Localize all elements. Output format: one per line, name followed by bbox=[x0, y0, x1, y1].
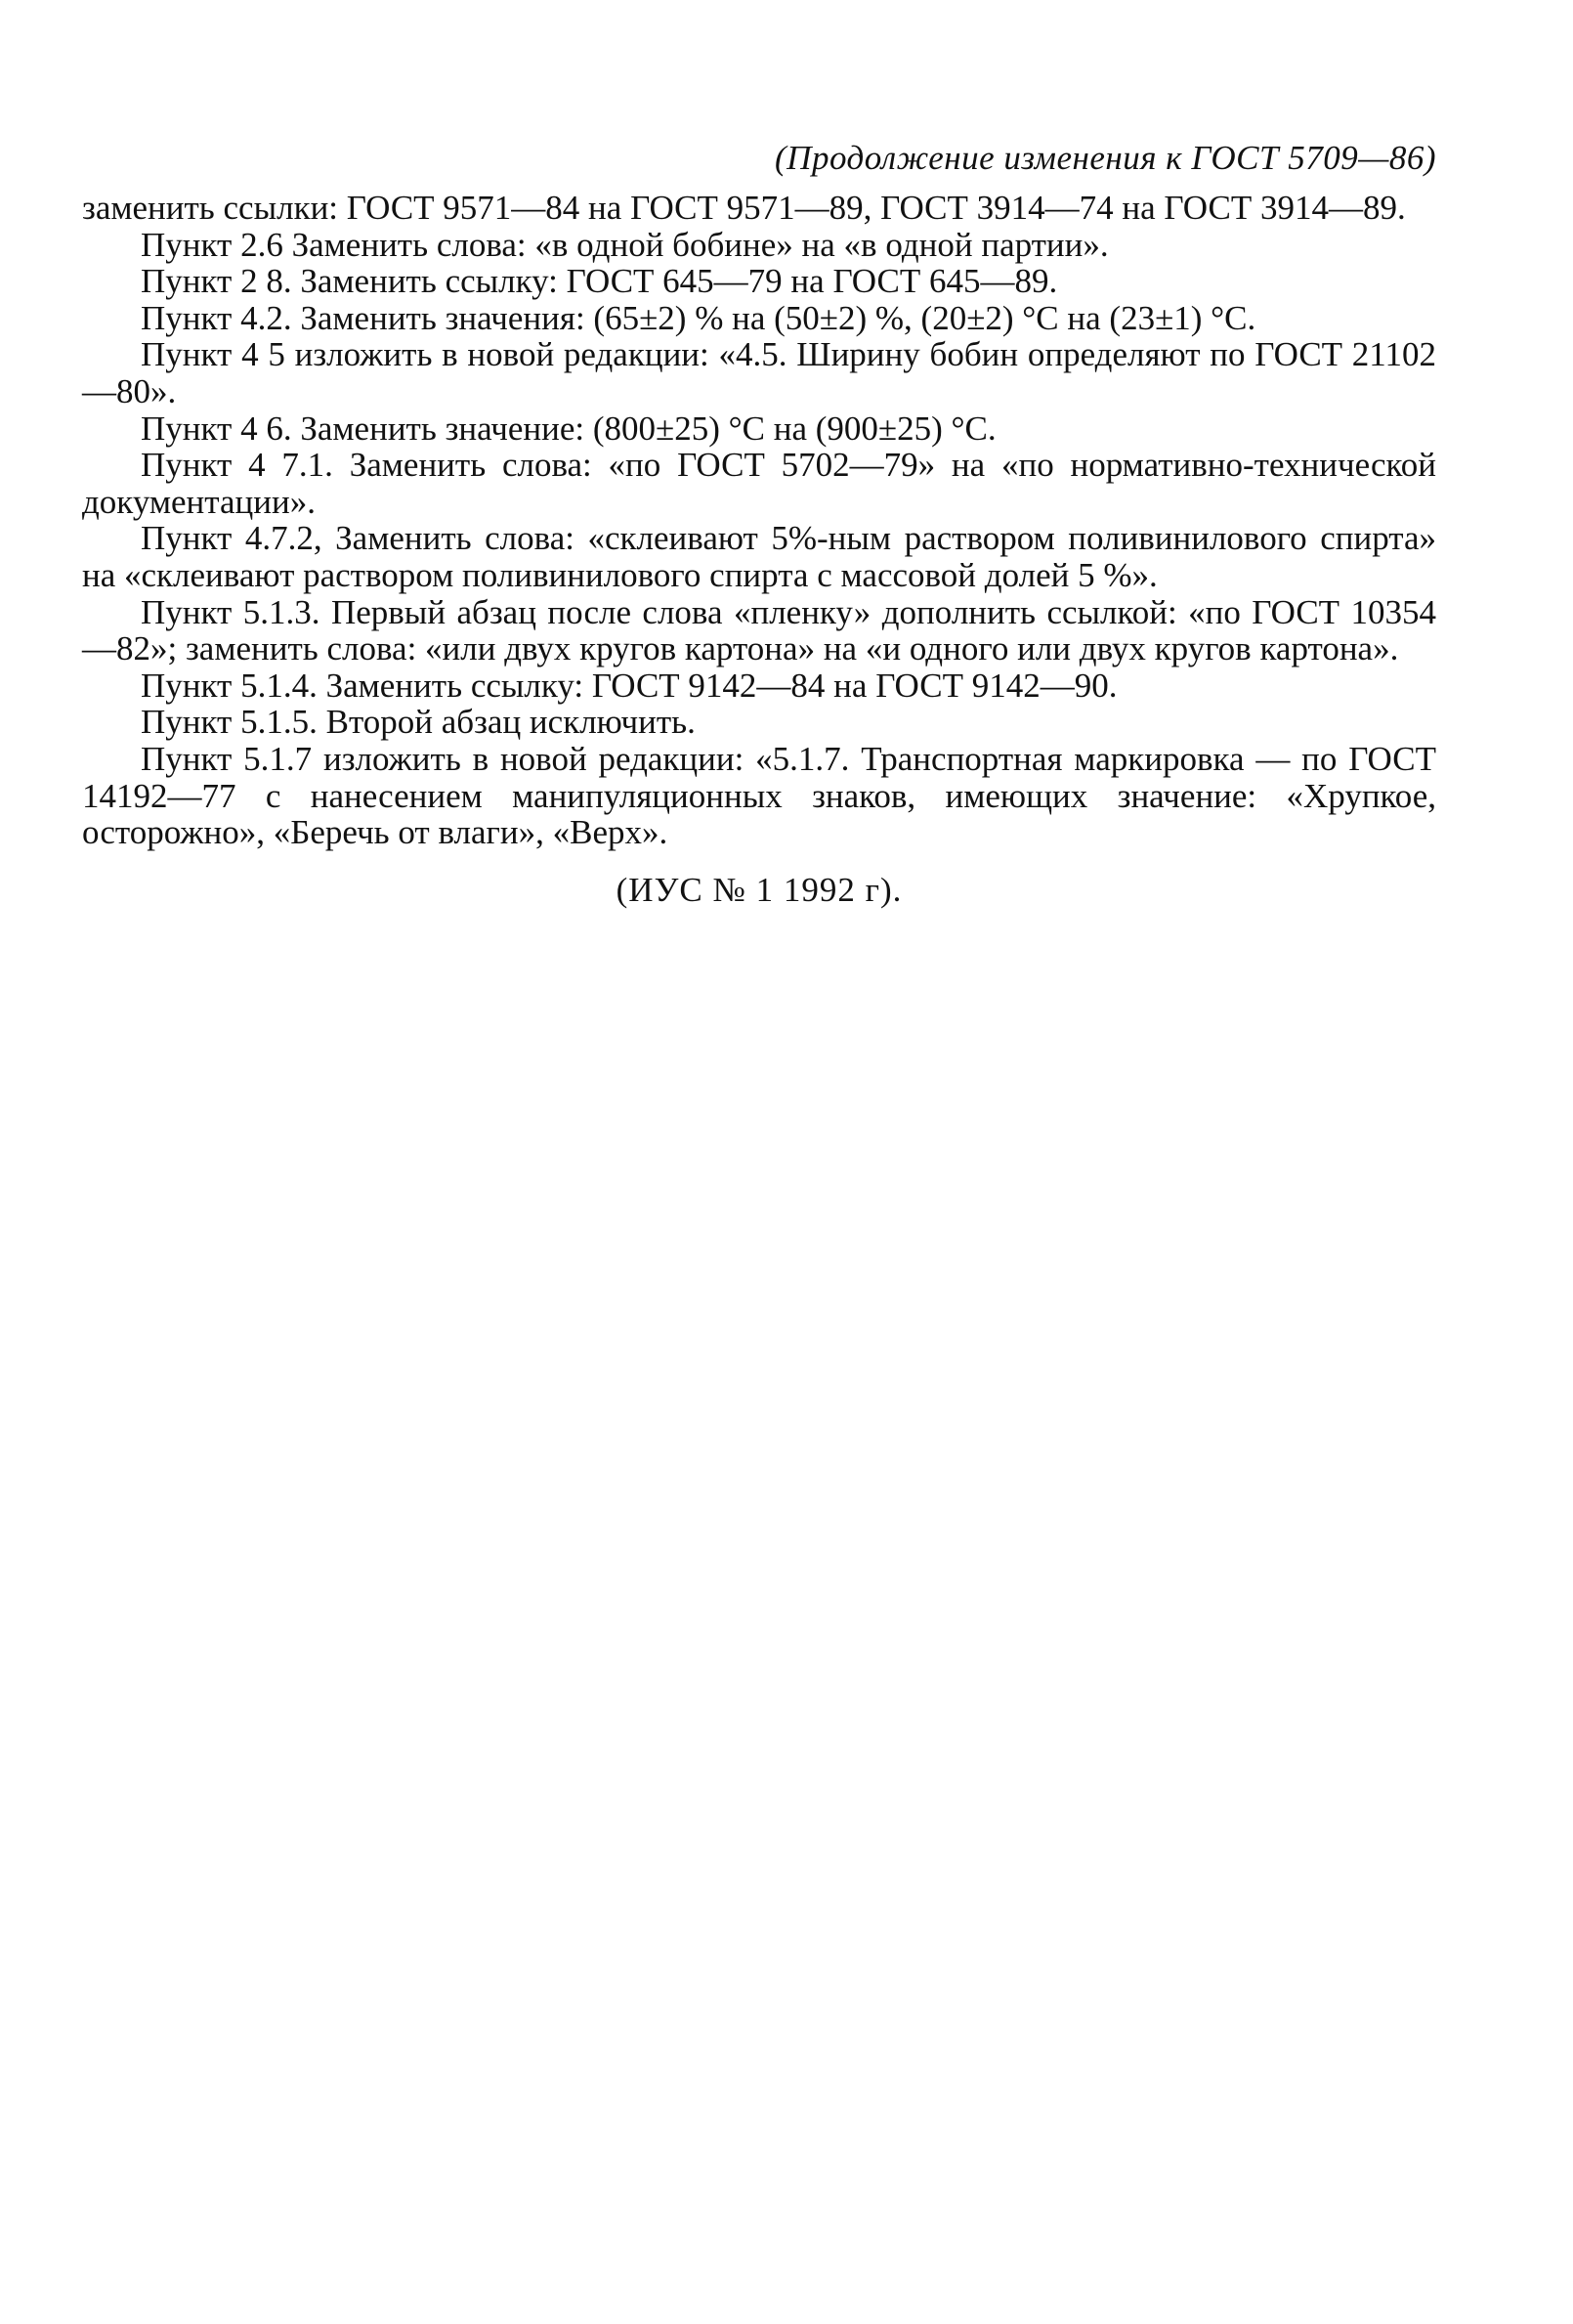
paragraph-item-4-6: Пункт 4 6. Заменить значение: (800±25) °С на (900±25) °С. bbox=[141, 409, 997, 448]
paragraph-item-4-2: Пункт 4.2. Заменить значения: (65±2) % на (50±2) %, (20±2) °С на (23±1) °С. bbox=[141, 298, 1256, 337]
paragraph-item-4-5: Пункт 4 5 изложить в новой редакции: «4.5. Ширину бобин определяют по ГОСТ 21102—80». bbox=[82, 335, 1436, 410]
paragraph-item-5-1-5: Пункт 5.1.5. Второй абзац исключить. bbox=[141, 703, 696, 742]
publication-source: (ИУС № 1 1992 г). bbox=[616, 870, 903, 909]
paragraph-item-4-7-1: Пункт 4 7.1. Заменить слова: «по ГОСТ 5702—79» на «по нормативно-технической документации». bbox=[82, 446, 1436, 521]
document-page bbox=[82, 137, 1436, 912]
paragraph-item-5-1-3: Пункт 5.1.3. Первый абзац после слова «пленку» дополнить ссылкой: «по ГОСТ 10354—82»; заменить слова: «или двух кругов картона» на «и одного или двух кругов картона». bbox=[82, 592, 1436, 668]
document-header: (Продолжение изменения к ГОСТ 5709—86) bbox=[775, 139, 1436, 177]
paragraph-item-2-8: Пункт 2 8. Заменить ссылку: ГОСТ 645—79 на ГОСТ 645—89. bbox=[141, 262, 1058, 301]
paragraph-continuation: заменить ссылки: ГОСТ 9571—84 на ГОСТ 9571—89, ГОСТ 3914—74 на ГОСТ 3914—89. bbox=[82, 189, 1406, 227]
paragraph-item-2-6: Пункт 2.6 Заменить слова: «в одной бобине» на «в одной партии». bbox=[141, 225, 1109, 264]
paragraph-item-5-1-7: Пункт 5.1.7 изложить в новой редакции: «5.1.7. Транспортная маркировка — по ГОСТ 14192—77 с нанесением манипуляционных знаков, имеющих значение: «Хрупкое, осторожно», «Беречь от влаги», «Верх». bbox=[82, 739, 1436, 852]
paragraph-item-4-7-2: Пункт 4.7.2, Заменить слова: «склеивают 5%-ным раствором поливинилового спирта» на «склеивают раствором поливинилового спирта с массовой долей 5 %». bbox=[82, 519, 1436, 594]
paragraph-item-5-1-4: Пункт 5.1.4. Заменить ссылку: ГОСТ 9142—84 на ГОСТ 9142—90. bbox=[141, 666, 1118, 705]
